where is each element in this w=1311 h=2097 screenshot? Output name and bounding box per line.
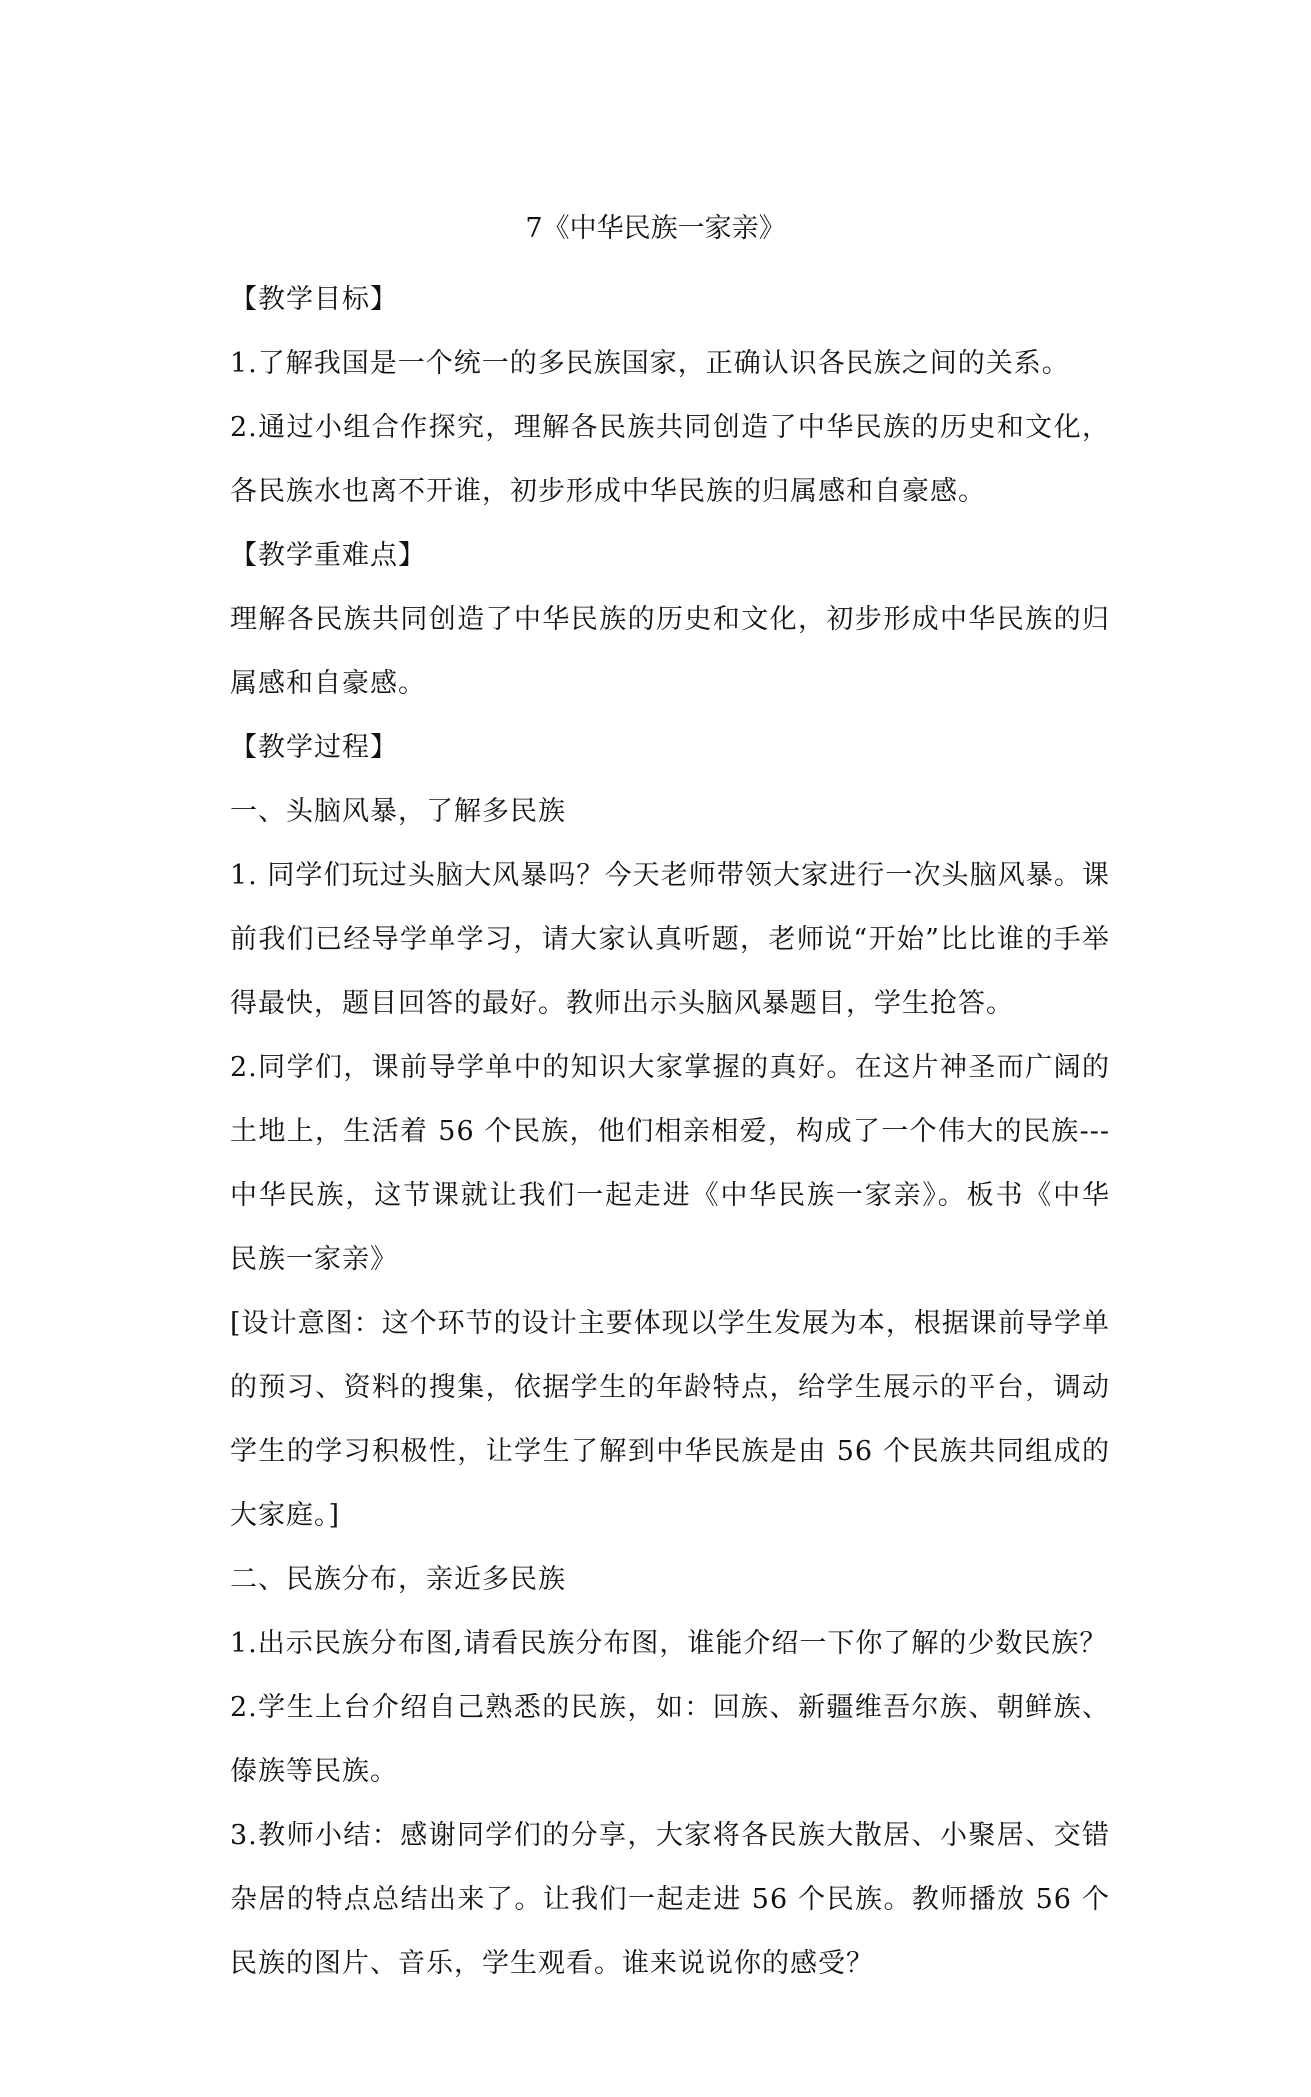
paragraph: 1.了解我国是一个统一的多民族国家，正确认识各民族之间的关系。 [230,348,1070,379]
paragraph: 1. 同学们玩过头脑大风暴吗？今天老师带领大家进行一次头脑风暴。课前我们已经导学单学习，请大家认真听题，老师说“开始”比比谁的手举得最快，题目回答的最好。教师出示头脑风暴题目，学生抢答。 [230,860,1110,1019]
paragraph: 3.教师小结：感谢同学们的分享，大家将各民族大散居、小聚居、交错杂居的特点总结出来了。让我们一起走进 56 个民族。教师播放 56 个民族的图片、音乐，学生观看。谁来说说你的感受？ [230,1820,1110,1979]
design-intent-note: [设计意图：这个环节的设计主要体现以学生发展为本，根据课前导学单的预习、资料的搜集，依据学生的年龄特点，给学生展示的平台，调动学生的学习积极性，让学生了解到中华民族是由 56 个民族共同组成的大家庭。] [230,1308,1110,1531]
paragraph: 2.通过小组合作探究，理解各民族共同创造了中华民族的历史和文化，各民族水也离不开谁，初步形成中华民族的归属感和自豪感。 [230,412,1110,507]
section-heading-key-points: 【教学重难点】 [230,540,426,571]
paragraph: 1.出示民族分布图,请看民族分布图，谁能介绍一下你了解的少数民族？ [230,1628,1108,1659]
section-heading-objectives: 【教学目标】 [230,284,398,315]
paragraph: 2.学生上台介绍自己熟悉的民族，如：回族、新疆维吾尔族、朝鲜族、傣族等民族。 [230,1692,1110,1787]
section-heading-process: 【教学过程】 [230,732,398,763]
subsection-heading: 二、民族分布，亲近多民族 [230,1564,566,1595]
paragraph: 2.同学们，课前导学单中的知识大家掌握的真好。在这片神圣而广阔的土地上，生活着 56 个民族，他们相亲相爱，构成了一个伟大的民族---中华民族，这节课就让我们一起走进《中华民族一家亲》。板书《中华民族一家亲》 [230,1052,1110,1275]
document-body [230,268,1110,1996]
subsection-heading: 一、头脑风暴，了解多民族 [230,796,566,827]
paragraph: 理解各民族共同创造了中华民族的历史和文化，初步形成中华民族的归属感和自豪感。 [230,604,1110,699]
document-title: 7《中华民族一家亲》 [525,213,786,244]
